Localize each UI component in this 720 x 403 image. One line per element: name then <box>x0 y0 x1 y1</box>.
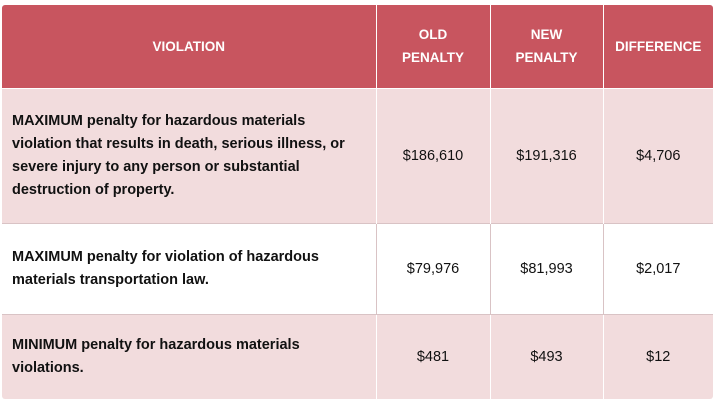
header-new-penalty <box>490 5 603 88</box>
header-old-penalty-line1: OLD <box>418 27 448 43</box>
table-header <box>2 5 713 88</box>
header-violation <box>2 5 376 88</box>
header-violation-label: VIOLATION <box>152 38 225 54</box>
header-old-penalty-line2: PENALTY <box>401 50 464 66</box>
header-row <box>2 5 713 88</box>
header-new-penalty-line2: PENALTY <box>515 50 578 66</box>
header-difference <box>603 5 713 88</box>
penalty-table-container <box>2 5 713 399</box>
penalty-table <box>2 5 713 399</box>
difference-cell: $2,017 <box>603 223 713 314</box>
table-row <box>2 223 713 314</box>
new-penalty-cell: $493 <box>490 314 603 399</box>
old-penalty-cell: $186,610 <box>376 88 490 223</box>
new-penalty-cell: $191,316 <box>490 88 603 223</box>
violation-cell: MINIMUM penalty for hazardous materials violations. <box>2 314 376 399</box>
difference-cell: $12 <box>603 314 713 399</box>
header-old-penalty <box>376 5 490 88</box>
violation-cell: MAXIMUM penalty for violation of hazardous materials transportation law. <box>2 223 376 314</box>
violation-cell: MAXIMUM penalty for hazardous materials violation that results in death, serious illness, or severe injury to any person or substantial destruction of property. <box>2 88 376 223</box>
old-penalty-cell: $79,976 <box>376 223 490 314</box>
table-row <box>2 314 713 399</box>
table-row <box>2 88 713 223</box>
header-difference-label: DIFFERENCE <box>615 38 702 54</box>
difference-cell: $4,706 <box>603 88 713 223</box>
table-body <box>2 88 713 399</box>
header-new-penalty-line1: NEW <box>530 27 563 43</box>
new-penalty-cell: $81,993 <box>490 223 603 314</box>
old-penalty-cell: $481 <box>376 314 490 399</box>
